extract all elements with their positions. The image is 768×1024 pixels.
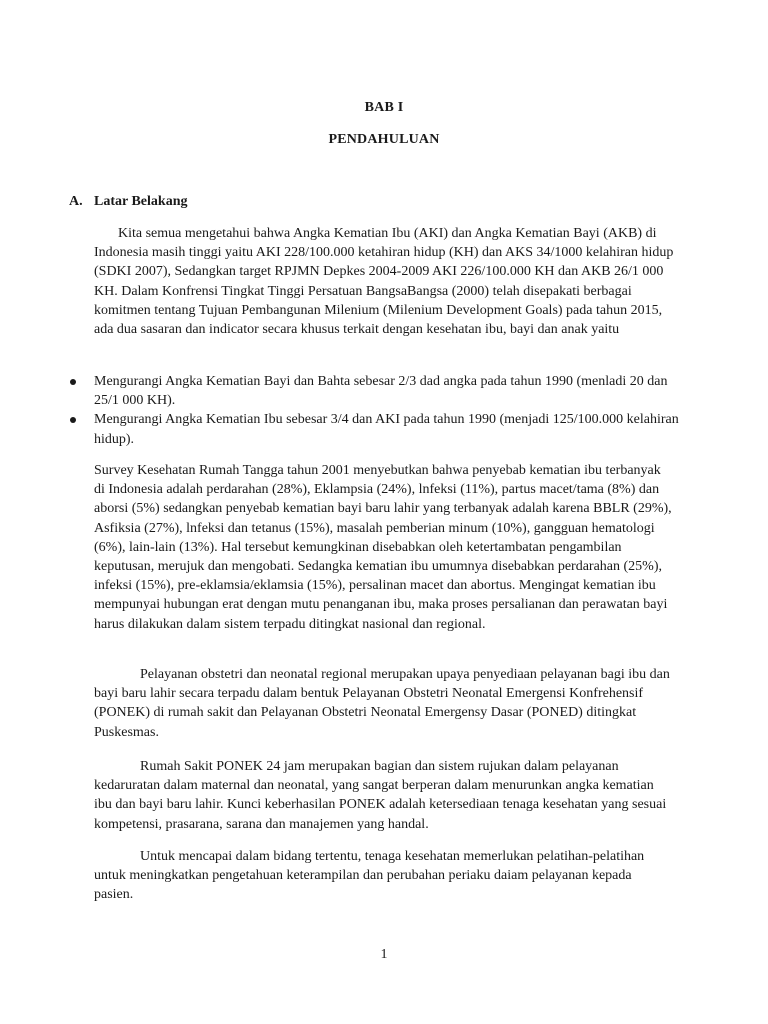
goals-bullet-list (70, 372, 680, 449)
bullet-item (70, 410, 680, 448)
paragraph-regional-services: Pelayanan obstetri dan neonatal regional merupakan upaya penyediaan pelayanan bagi ibu dan bayi baru lahir secara terpadu dalam bentuk Pelayanan Obstetri Neonatal Emergensi Konfrehensif (PONEK) di rumah sakit dan Pelayanan Obstetri Neonatal Emergensy Dasar (PONED) ditingkat Puskesmas. (94, 667, 670, 740)
chapter-title: PENDAHULUAN (328, 132, 440, 147)
paragraph-intro: Kita semua mengetahui bahwa Angka Kematian Ibu (AKI) dan Angka Kematian Bayi (AKB) di Indonesia masih tinggi yaitu AKI 228/100.000 ketahiran hidup (KH) dan AKS 34/1000 kelahiran hidup (SDKI 2007), Sedangkan target RPJMN Depkes 2004-2009 AKI 226/100.000 KH dan AKB 26/1 000 KH. Dalam Konfrensi Tingkat Tinggi Persatuan BangsaBangsa (2000) telah disepakati berbagai komitmen tentang Tujuan Pembangunan Milenium (Milenium Development Goals) pada tahun 2015, ada dua sasaran dan indicator secara khusus terkait dengan kesehatan ibu, bayi dan anak yaitu (94, 226, 674, 338)
bullet-item (70, 372, 680, 410)
section-letter: A. (69, 194, 83, 209)
section-title: Latar Belakang (94, 194, 188, 209)
paragraph-training: Untuk mencapai dalam bidang tertentu, tenaga kesehatan memerlukan pelatihan-pelatihan untuk meningkatkan pengetahuan keterampilan dan perubahan periaku daiam pelayanan kepada pasien. (94, 849, 645, 903)
page-number: 1 (380, 947, 388, 962)
bullet-icon (70, 379, 76, 385)
bullet-text: Mengurangi Angka Kematian Ibu sebesar 3/4 dan AKI pada tahun 1990 (menjadi 125/100.000 kelahiran hidup). (94, 412, 679, 447)
bullet-text: Mengurangi Angka Kematian Bayi dan Bahta sebesar 2/3 dad angka pada tahun 1990 (menladi 20 dan 25/1 000 KH). (94, 374, 668, 409)
section-heading (69, 194, 187, 210)
paragraph-survey: Survey Kesehatan Rumah Tangga tahun 2001 menyebutkan bahwa penyebab kematian ibu terbanyak di Indonesia adalah perdarahan (28%), Eklampsia (24%), lnfeksi (11%), partus macet/tama (8%) dan aborsi (5%) sedangkan penyebab kematian bayi baru lahir yang terbanyak adalah karena BBLR (29%), Asfiksia (27%), lnfeksi dan tetanus (15%), masalah pemberian minum (10%), gangguan hematologi (6%), lain-lain (13%). Hal tersebut kemungkinan disebabkan oleh ketertambatan pengambilan keputusan, merujuk dan mengobati. Sedangka kematian ibu umumnya disebabkan perdarahan (25%), infeksi (15%), pre-eklamsia/eklamsia (15%), persalinan macet dan abortus. Mengingat kematian ibu mempunyai hubungan erat dengan mutu penanganan ibu, maka proses persalianan dan perawatan bayi harus dilakukan dalam sistem terpadu ditingkat nasional dan regional. (94, 463, 672, 632)
paragraph-ponek-hospital: Rumah Sakit PONEK 24 jam merupakan bagian dan sistem rujukan dalam pelayanan kedaruratan dalam maternal dan neonatal, yang sangat berperan dalam menurunkan angka kematian ibu dan bayi baru lahir. Kunci keberhasilan PONEK adalah ketersediaan tenaga kesehatan yang sesuai kompetensi, prasarana, sarana dan manajemen yang handal. (94, 759, 667, 832)
chapter-number: BAB I (364, 100, 404, 115)
bullet-icon (70, 417, 76, 423)
